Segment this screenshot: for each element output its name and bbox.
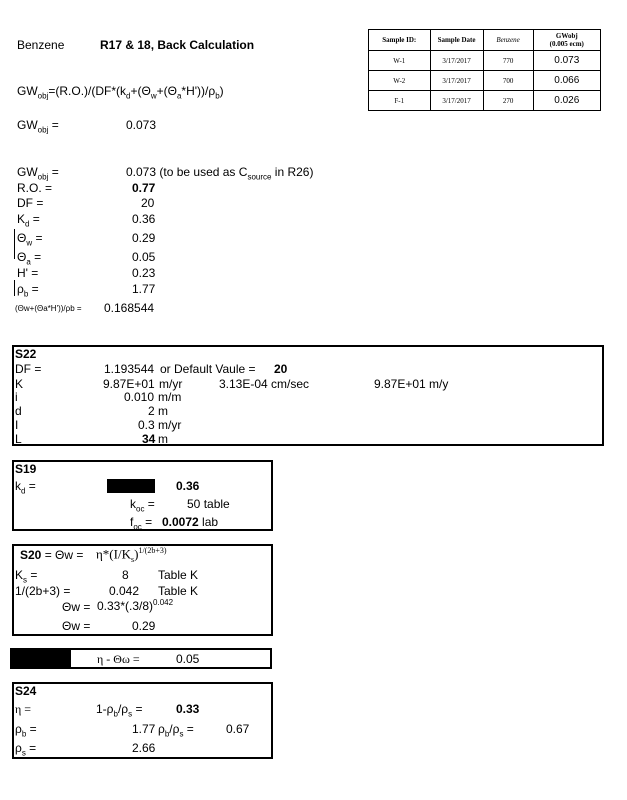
param-kd-label: $K_d$ = [17, 212, 40, 229]
s22-k-cms: 3.13E-04 cm/sec [219, 377, 310, 391]
s20-ks-label: $K_s$ = [15, 568, 38, 585]
s22-k-right: 9.87E+01 m/y [374, 377, 449, 391]
param-combo-label: (Θw+(Θa*H'))/ρb = [15, 304, 82, 313]
s22-df-default-value: 20 [274, 362, 288, 376]
s24-eta-label: η = [15, 702, 32, 716]
cell-gwobj: 0.026 [533, 91, 600, 111]
s24-rhob-value: 1.77 [132, 722, 156, 736]
cell-sample-date: 3/17/2017 [430, 51, 483, 71]
cell-benzene: 700 [483, 71, 533, 91]
param-h-label: H' = [17, 266, 39, 280]
param-thw-value: 0.29 [132, 231, 156, 245]
s22-title: S22 [15, 347, 37, 361]
bracket-divider [14, 280, 15, 296]
s22-df-label: DF = [15, 362, 42, 376]
s19-foc-value: 0.0072 lab [162, 515, 219, 529]
col-header-sample-date: Sample Date [430, 30, 483, 51]
chemical-name: Benzene [17, 38, 65, 52]
cell-sample-date: 3/17/2017 [430, 91, 483, 111]
s20-title: S20 = Θw = [20, 548, 84, 562]
s24-rhos-label: $\rho_s$ = [15, 741, 37, 758]
s22-d-label: d [15, 404, 22, 418]
param-tha-label: $\Theta_a$ = [17, 250, 42, 267]
s22-L-value: 34 [142, 432, 156, 446]
s22-I-label: I [15, 418, 19, 432]
s22-L-unit: m [158, 432, 168, 446]
s22-I-value: 0.3 [138, 418, 155, 432]
param-ro-value: 0.77 [132, 181, 156, 195]
s24-title: S24 [15, 684, 37, 698]
cell-sample-id: W-2 [369, 71, 431, 91]
param-thw-label: $\Theta_w$ = [17, 231, 43, 248]
col-header-gwobj: GWobj (0.005 ecm) [533, 30, 600, 51]
redaction-block [107, 479, 155, 493]
s22-I-unit: m/yr [158, 418, 182, 432]
s20-ks-note: Table K [158, 568, 199, 582]
table-row [369, 51, 601, 71]
s22-d-value: 2 [148, 404, 155, 418]
s24-eta-expression: $1-\rho_b/\rho_s$ = [96, 702, 143, 719]
cell-gwobj: 0.073 [533, 51, 600, 71]
col-header-sample-id: Sample ID: [369, 30, 431, 51]
main-formula: $GW_{obj}=(R.O.)/(DF*(k_d+(\Theta_w+(\Theta_a*H'))/\rho_b)$ [17, 84, 224, 101]
s19-title: S19 [15, 462, 37, 476]
redaction-block [10, 648, 71, 669]
cell-benzene: 770 [483, 51, 533, 71]
gwobj-value: 0.073 [126, 118, 157, 132]
s22-L-label: L [15, 432, 22, 446]
s22-df-value: 1.193544 [104, 362, 155, 376]
s20-exp-label: 1/(2b+3) = [15, 584, 71, 598]
s22-box [12, 345, 604, 446]
s24-rhob-label: $\rho_b$ = [15, 722, 37, 739]
s20-exp-value: 0.042 [109, 584, 140, 598]
cell-gwobj: 0.066 [533, 71, 600, 91]
s22-i-unit: m/m [158, 390, 182, 404]
table-row [369, 91, 601, 111]
cell-benzene: 270 [483, 91, 533, 111]
param-rhob-label: $\rho_b$ = [17, 282, 39, 299]
bracket-divider [14, 229, 15, 259]
s24-eta-value: 0.33 [176, 702, 200, 716]
s20-thw-expr-label: Θw = [62, 600, 91, 614]
s20-eta-expression: $\eta*(I/K_s)^{1/(2b+3)}$ [96, 546, 167, 564]
cell-sample-date: 3/17/2017 [430, 71, 483, 91]
sample-table [368, 29, 601, 111]
s19-koc-label: $k_{oc}$ = [130, 497, 155, 514]
s22-k-value: 9.87E+01 [103, 377, 155, 391]
gwobj-label: $GW_{obj}$ = [17, 118, 59, 135]
s22-k-unit: m/yr [159, 377, 183, 391]
page-title: R17 & 18, Back Calculation [100, 38, 255, 52]
param-rhob-value: 1.77 [132, 282, 156, 296]
param-ro-label: R.O. = [17, 181, 53, 195]
s19-kd-label: $k_d$ = [15, 479, 36, 496]
param-h-value: 0.23 [132, 266, 156, 280]
s22-d-unit: m [158, 404, 168, 418]
theta-a-expression: η - Θω = [97, 652, 140, 666]
s22-i-label: i [15, 390, 18, 404]
s20-exp-note: Table K [158, 584, 199, 598]
s20-thw-expr: $0.33*(.3/8)^{0.042}$ [97, 598, 174, 613]
param-gwobj-value: 0.073 (to be used as $C_{source}$ in R26) [126, 165, 314, 182]
param-combo-value: 0.168544 [104, 301, 155, 315]
param-kd-value: 0.36 [132, 212, 156, 226]
cell-sample-id: W-1 [369, 51, 431, 71]
param-tha-value: 0.05 [132, 250, 156, 264]
s24-rhos-value: 2.66 [132, 741, 156, 755]
s22-k-label: K [15, 377, 24, 391]
col-header-benzene: Benzene [483, 30, 533, 51]
s24-ratio-label: $\rho_b/\rho_s$ = [158, 722, 194, 739]
param-df-label: DF = [17, 196, 44, 210]
s19-foc-label: $f_{oc}$ = [130, 515, 153, 532]
cell-sample-id: F-1 [369, 91, 431, 111]
s19-koc-value: 50 table [187, 497, 230, 511]
s22-df-default-label: or Default Vaule = [160, 362, 256, 376]
param-df-value: 20 [141, 196, 155, 210]
table-row [369, 71, 601, 91]
s24-ratio-value: 0.67 [226, 722, 250, 736]
s20-ks-value: 8 [122, 568, 129, 582]
s20-thw-label: Θw = [62, 619, 91, 633]
s20-thw-value: 0.29 [132, 619, 156, 633]
s19-kd-value: 0.36 [176, 479, 200, 493]
s22-i-value: 0.010 [124, 390, 155, 404]
param-gwobj-label: $GW_{obj}$ = [17, 165, 59, 182]
theta-a-value: 0.05 [176, 652, 200, 666]
